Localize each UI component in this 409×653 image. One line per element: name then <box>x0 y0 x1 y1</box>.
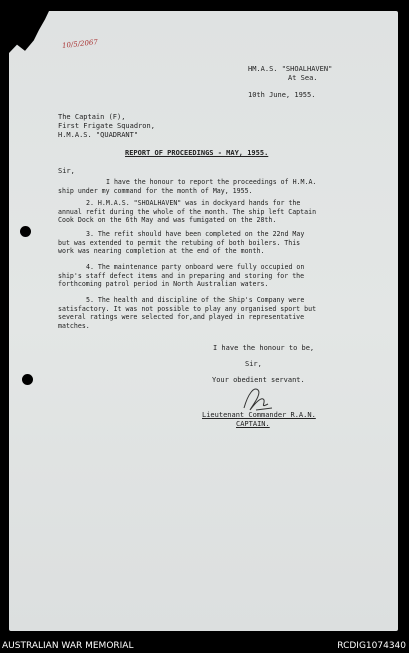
signature-rank: Lieutenant Commander R.A.N. <box>202 411 316 419</box>
paragraph-5: 5. The health and discipline of the Ship's Company were satisfactory. It was not possible to play any organised sport but several ratings were selected for,and played in representative matches. <box>58 296 317 330</box>
addressee-line-1: The Captain (F), <box>58 113 126 121</box>
footer-bar <box>0 639 409 653</box>
footer-source: AUSTRALIAN WAR MEMORIAL <box>2 641 134 651</box>
handwritten-signature <box>238 384 278 414</box>
closing-line-1: I have the honour to be, <box>213 344 315 352</box>
closing-line-2: Sir, <box>245 360 262 368</box>
footer-record-id: RCDIG1074340 <box>337 641 406 651</box>
punch-hole-upper <box>20 226 31 237</box>
addressee-line-3: H.M.A.S. "QUADRANT" <box>58 131 139 139</box>
signature-title: CAPTAIN. <box>236 420 270 428</box>
paragraph-2: 2. H.M.A.S. "SHOALHAVEN" was in dockyard hands for the annual refit during the whole of the month. The ship left Captain Cook Dock on the 6th May and was fumigated on the 28th. <box>58 199 317 225</box>
closing-line-3: Your obedient servant. <box>212 376 305 384</box>
salutation: Sir, <box>58 167 75 175</box>
paragraph-1: I have the honour to report the proceedings of H.M.A. ship under my command for the month of May, 1955. <box>58 178 317 195</box>
header-location: At Sea. <box>288 74 318 82</box>
report-title: REPORT OF PROCEEDINGS - MAY, 1955. <box>125 149 269 157</box>
paragraph-3: 3. The refit should have been completed on the 22nd May but was extended to permit the retubing of both boilers. This work was nearing completion at the end of the month. <box>58 230 305 256</box>
paragraph-4: 4. The maintenance party onboard were fully occupied on ship's staff defect items and in preparing and storing for the forthcoming patrol period in North Australian waters. <box>58 263 305 289</box>
punch-hole-lower <box>22 374 33 385</box>
addressee-line-2: First Frigate Squadron, <box>58 122 155 130</box>
header-ship: HM.A.S. "SHOALHAVEN" <box>248 65 333 73</box>
archive-note: 10/5/2067 <box>61 38 99 50</box>
header-date: 10th June, 1955. <box>248 91 316 99</box>
